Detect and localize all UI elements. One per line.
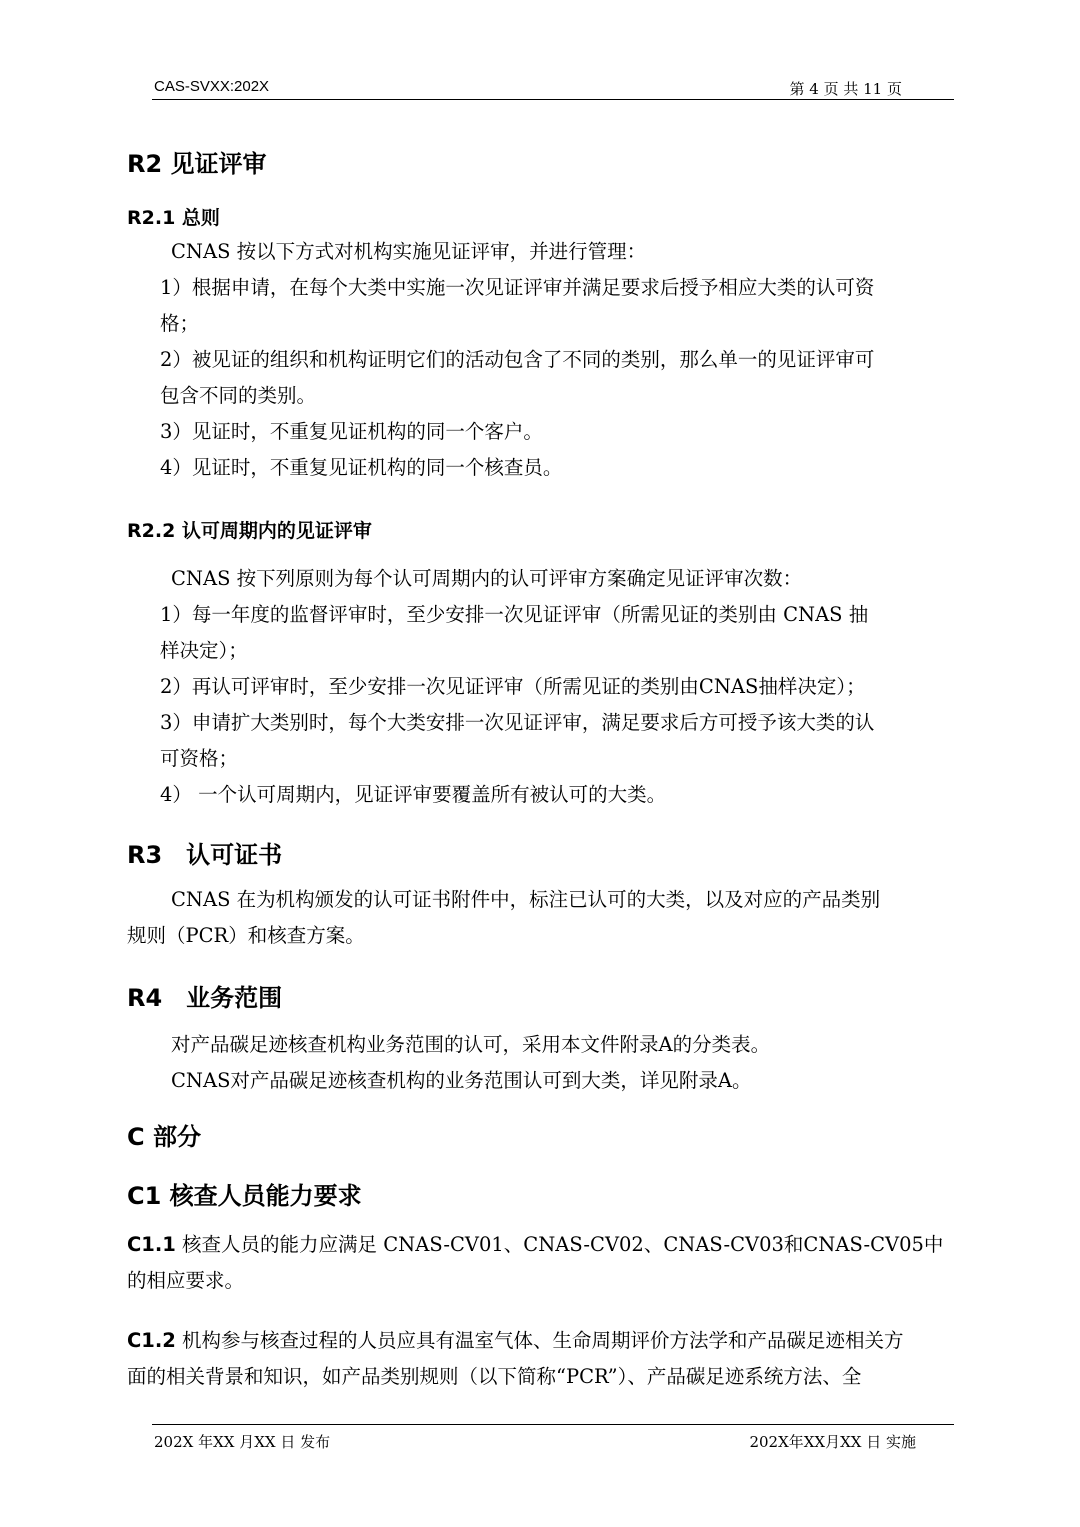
c12-line-1	[127, 1323, 967, 1359]
document-body	[127, 140, 967, 1395]
header-rule	[152, 99, 954, 100]
r21-item-1b: 格；	[160, 312, 200, 335]
r22-item-2: 2）再认可评审时，至少安排一次见证评审（所需见证的类别由CNAS抽样决定）；	[160, 675, 866, 698]
implement-date: 202X年XX月XX 日 实施	[749, 1433, 916, 1451]
c11-label: C1.1	[127, 1233, 176, 1256]
c12-line-2: 面的相关背景和知识，如产品类别规则（以下简称“PCR”）、产品碳足迹系统方法、全	[127, 1365, 862, 1388]
document-code: CAS-SVXX:202X	[154, 78, 270, 95]
section-c1-title: C1 核查人员能力要求	[127, 1182, 362, 1210]
c12-label: C1.2	[127, 1329, 176, 1352]
section-r4-title: R4 业务范围	[127, 984, 283, 1012]
r21-item-2b: 包含不同的类别。	[160, 384, 317, 407]
r21-item-1a: 1）根据申请，在每个大类中实施一次见证评审并满足要求后授予相应大类的认可资	[160, 276, 875, 299]
r22-item-1b: 样决定）；	[160, 639, 248, 662]
r21-item-2a: 2）被见证的组织和机构证明它们的活动包含了不同的类别，那么单一的见证评审可	[160, 348, 875, 371]
r22-item-4: 4） 一个认可周期内，见证评审要覆盖所有被认可的大类。	[160, 783, 667, 806]
r21-item-3: 3）见证时，不重复见证机构的同一个客户。	[160, 420, 543, 443]
r21-item-4: 4）见证时，不重复见证机构的同一个核查员。	[160, 456, 563, 479]
section-r2-title: R2 见证评审	[127, 150, 267, 178]
section-c-title: C 部分	[127, 1123, 201, 1151]
footer-rule	[152, 1424, 954, 1425]
c11-line-2: 的相应要求。	[127, 1269, 245, 1292]
c11-line-1	[127, 1227, 967, 1263]
section-r3-title: R3 认可证书	[127, 841, 283, 869]
r22-intro: CNAS 按下列原则为每个认可周期内的认可评审方案确定见证评审次数：	[171, 567, 803, 590]
r4-line-1: 对产品碳足迹核查机构业务范围的认可，采用本文件附录A的分类表。	[171, 1033, 771, 1056]
section-r21-title: R2.1 总则	[127, 207, 220, 229]
c11-text: 核查人员的能力应满足 CNAS-CV01、CNAS-CV02、CNAS-CV03和CNAS-CV05中	[175, 1233, 944, 1256]
issue-date: 202X 年XX 月XX 日 发布	[154, 1433, 331, 1451]
section-r22-title: R2.2 认可周期内的见证评审	[127, 520, 372, 542]
r22-item-3a: 3）申请扩大类别时，每个大类安排一次见证评审，满足要求后方可授予该大类的认	[160, 711, 875, 734]
c12-text: 机构参与核查过程的人员应具有温室气体、生命周期评价方法学和产品碳足迹相关方	[175, 1329, 904, 1352]
r3-line-1: CNAS 在为机构颁发的认可证书附件中，标注已认可的大类，以及对应的产品类别	[171, 888, 881, 911]
r3-line-2: 规则（PCR）和核查方案。	[127, 924, 365, 947]
r4-line-2: CNAS对产品碳足迹核查机构的业务范围认可到大类，详见附录A。	[171, 1069, 752, 1092]
page-number: 第 4 页 共 11 页	[789, 80, 902, 98]
r22-item-1a: 1）每一年度的监督评审时，至少安排一次见证评审（所需见证的类别由 CNAS 抽	[160, 603, 869, 626]
r22-item-3b: 可资格；	[160, 747, 239, 770]
r21-intro: CNAS 按以下方式对机构实施见证评审，并进行管理：	[171, 240, 647, 263]
